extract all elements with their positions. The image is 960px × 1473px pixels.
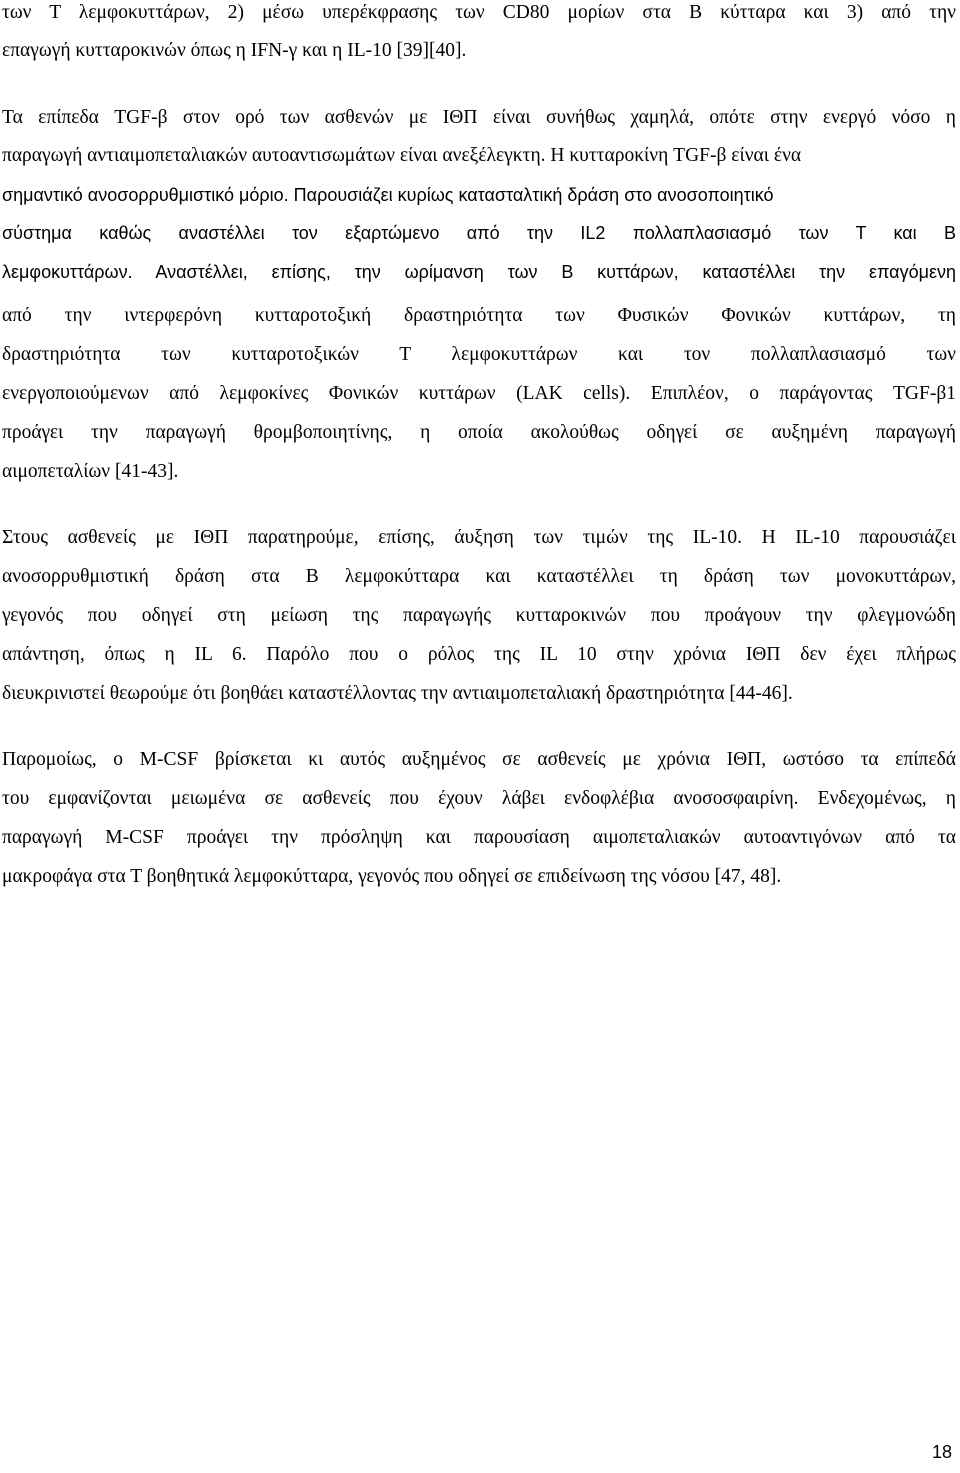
text-line-16: απάντηση, όπως η IL 6. Παρόλο που ο ρόλος της IL 10 στην χρόνια ΙΘΠ δεν έχει πλήρως	[2, 644, 956, 665]
text-line-13: Στους ασθενείς με ΙΘΠ παρατηρούμε, επίσης, άυξηση των τιμών της IL-10. Η IL-10 παρουσιάζει	[2, 527, 956, 548]
text-line-11: προάγει την παραγωγή θρομβοποιητίνης, η οποία ακολούθως οδηγεί σε αυξημένη παραγωγή	[2, 422, 956, 443]
text-line-8: από την ιντερφερόνη κυτταροτοξική δραστηριότητα των Φυσικών Φονικών κυττάρων, τη	[2, 305, 956, 326]
text-line-14: ανοσορρυθμιστική δράση στα Β λεμφοκύτταρα και καταστέλλει τη δράση των μονοκυττάρων,	[2, 566, 956, 587]
text-line-19: του εμφανίζονται μειωμένα σε ασθενείς που έχουν λάβει ενδοφλέβια ανοσοσφαιρίνη. Ενδεχομένως, η	[2, 788, 956, 809]
text-line-5: σημαντικό ανοσορρυθμιστικό μόριο. Παρουσιάζει κυρίως κατασταλτική δράση στο ανοσοποιητικό	[2, 185, 774, 205]
page-number: 18	[931, 1442, 952, 1462]
text-line-3: Τα επίπεδα TGF-β στον ορό των ασθενών με ΙΘΠ είναι συνήθως χαμηλά, οπότε στην ενεργό νόσο η	[2, 107, 956, 128]
text-line-2: επαγωγή κυτταροκινών όπως η IFN-γ και η IL-10 [39][40].	[2, 40, 467, 61]
text-line-7: λεμφοκυττάρων. Αναστέλλει, επίσης, την ωρίμανση των Β κυττάρων, καταστέλλει την επαγόμενη	[2, 262, 956, 282]
text-line-1: των Τ λεμφοκυττάρων, 2) μέσω υπερέκφρασης των CD80 μορίων στα Β κύτταρα και 3) από την	[2, 2, 956, 23]
text-line-18: Παρομοίως, ο M-CSF βρίσκεται κι αυτός αυξημένος σε ασθενείς με χρόνια ΙΘΠ, ωστόσο τα επίπεδά	[2, 749, 956, 770]
text-line-21: μακροφάγα στα Τ βοηθητικά λεμφοκύτταρα, γεγονός που οδηγεί σε επιδείνωση της νόσου [47, 48].	[2, 866, 782, 887]
text-line-4: παραγωγή αντιαιμοπεταλιακών αυτοαντισωμάτων είναι ανεξέλεγκτη. Η κυτταροκίνη TGF-β είναι ένα	[2, 145, 802, 166]
text-line-15: γεγονός που οδηγεί στη μείωση της παραγωγής κυτταροκινών που προάγουν την φλεγμονώδη	[2, 605, 956, 626]
text-line-9: δραστηριότητα των κυτταροτοξικών Τ λεμφοκυττάρων και τον πολλαπλασιασμό των	[2, 344, 956, 365]
text-line-20: παραγωγή M-CSF προάγει την πρόσληψη και παρουσίαση αιμοπεταλιακών αυτοαντιγόνων από τα	[2, 827, 956, 848]
text-line-12: αιμοπεταλίων [41-43].	[2, 461, 179, 482]
text-line-6: σύστημα καθώς αναστέλλει τον εξαρτώμενο από την IL2 πολλαπλασιασμό των Τ και Β	[2, 223, 956, 243]
text-line-17: διευκρινιστεί θεωρούμε ότι βοηθάει καταστέλλοντας την αντιαιμοπεταλιακή δραστηριότητα [44-46].	[2, 683, 793, 704]
text-line-10: ενεργοποιούμενων από λεμφοκίνες Φονικών κυττάρων (LAK cells). Επιπλέον, ο παράγοντας TGF-β1	[2, 383, 956, 404]
